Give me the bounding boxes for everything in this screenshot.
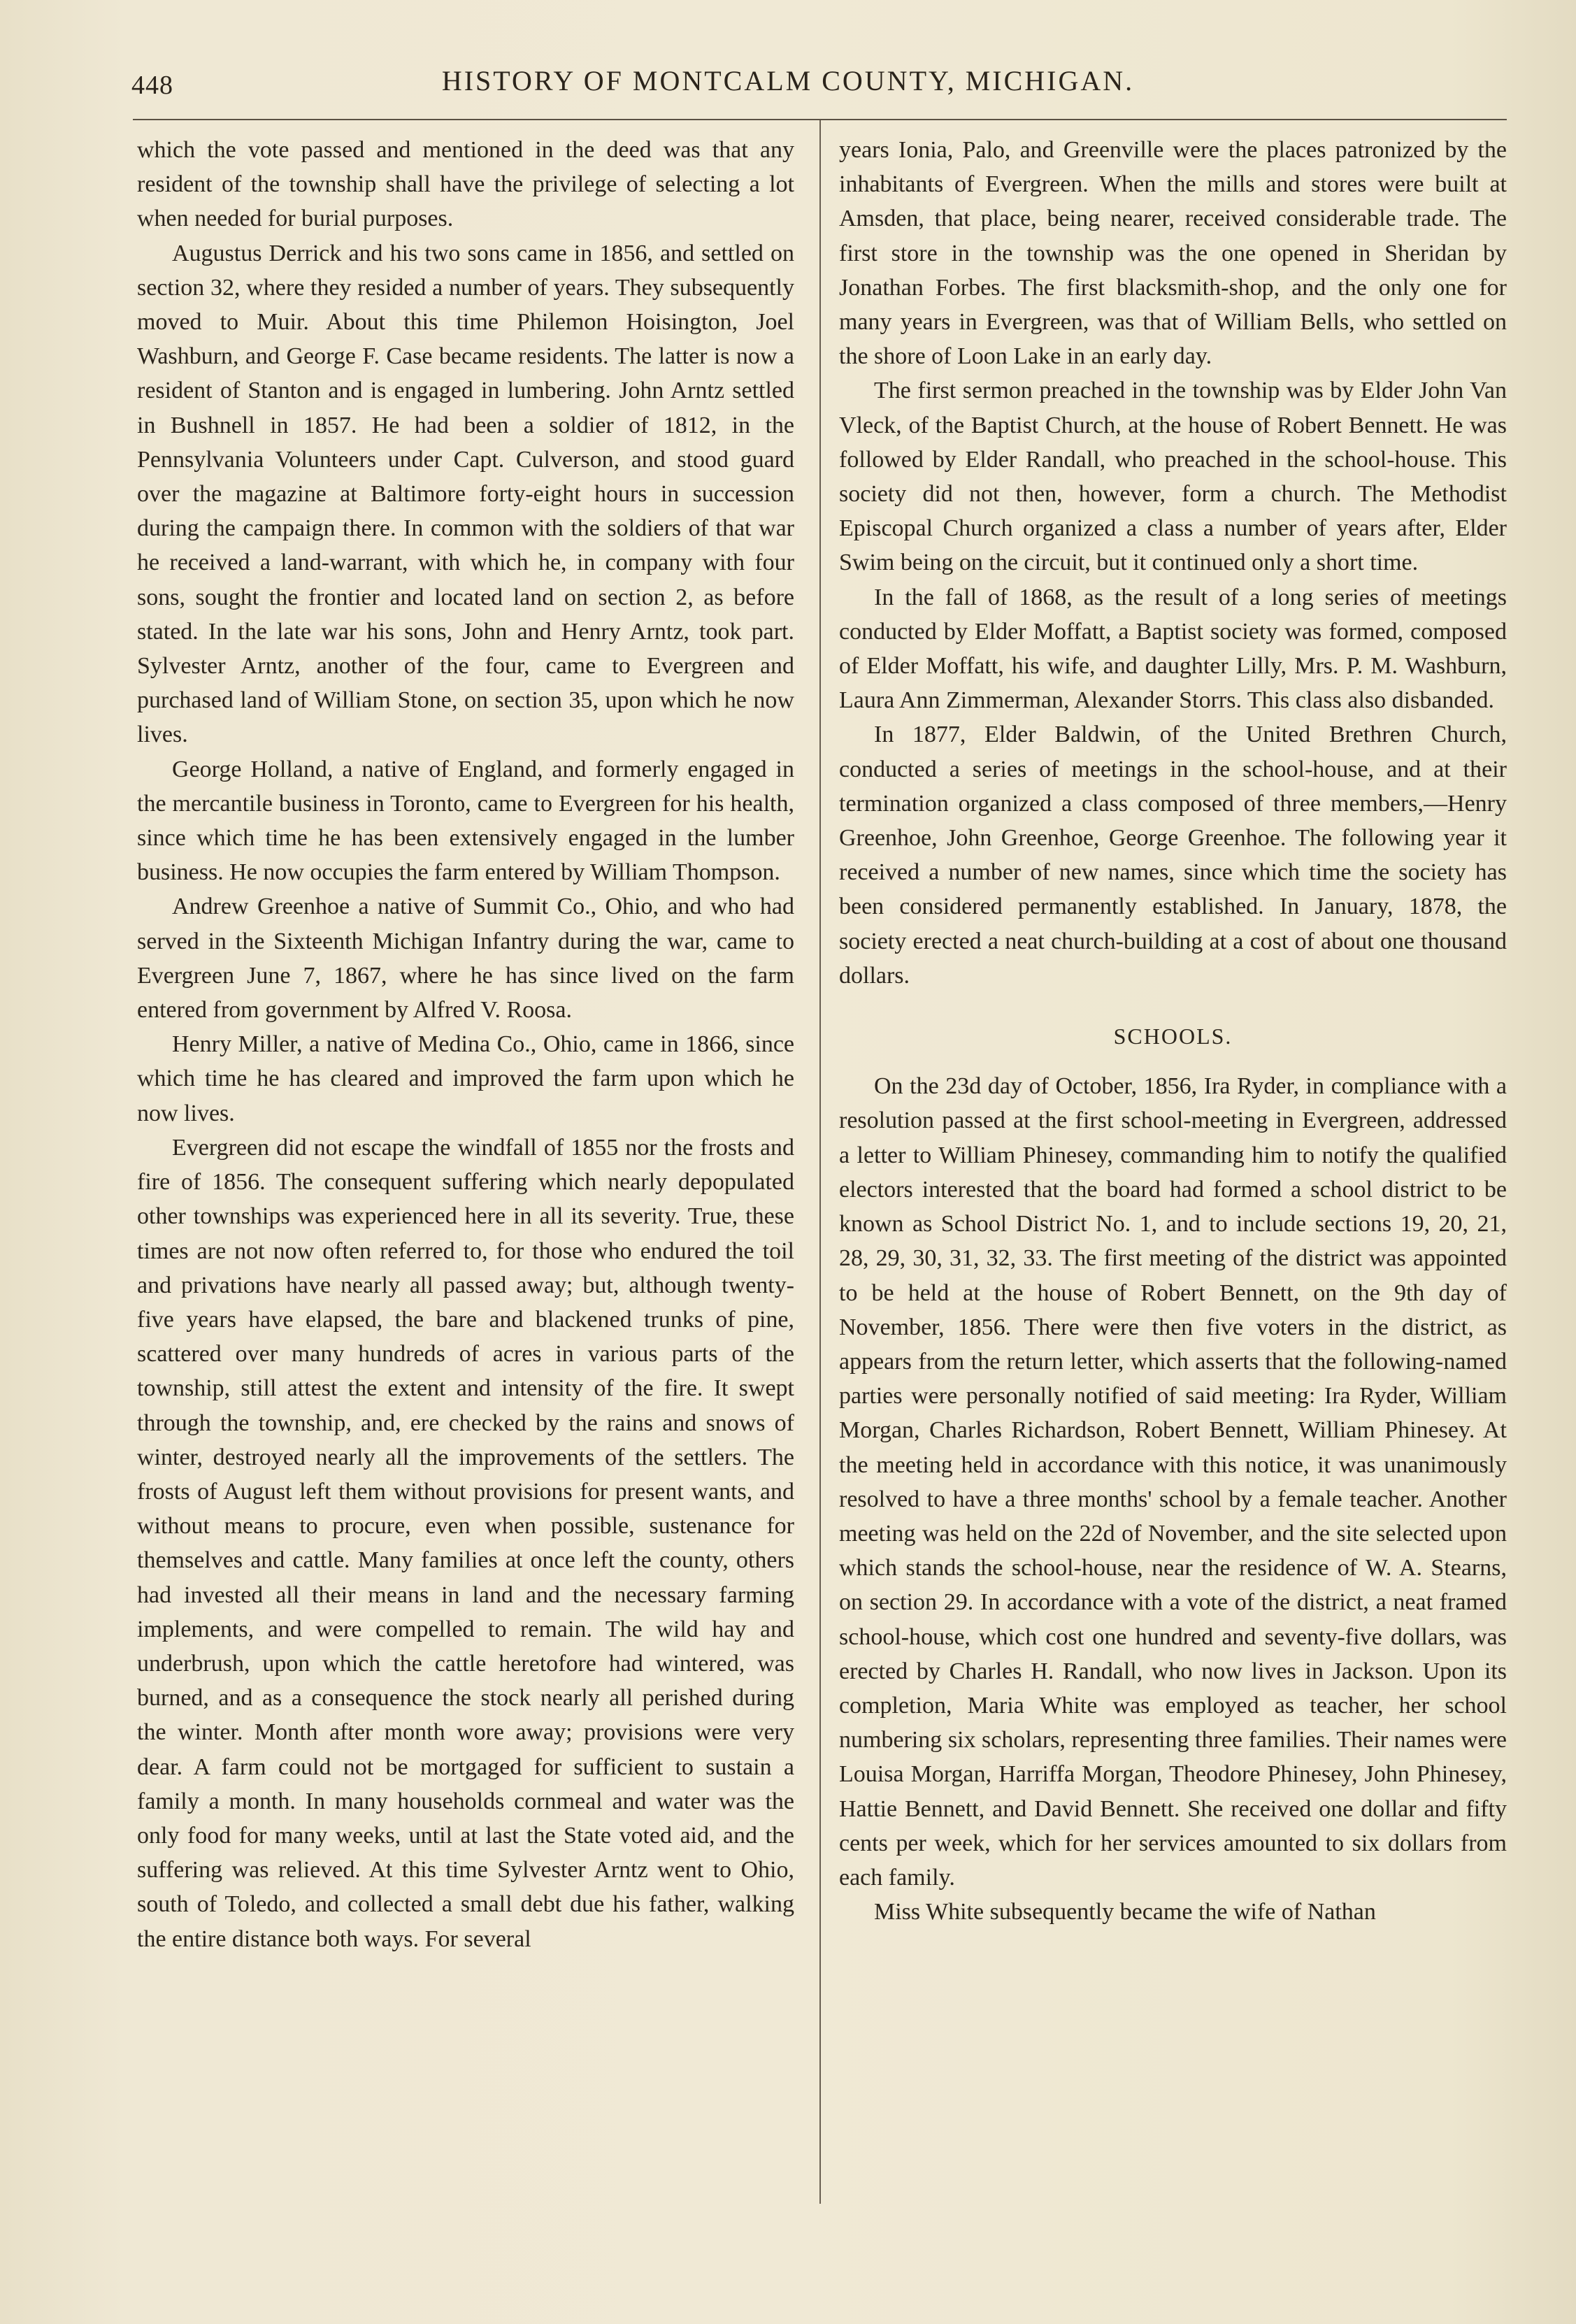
paragraph: The first sermon preached in the township was by Elder John Van Vleck, of the Baptist Church, at the house of Robert Bennett. He was followed by Elder Randall, who preached in the school-house. This society did not then, however, form a church. The Methodist Episcopal Church organized a class a number of years after, Elder Swim being on the circuit, but it continued only a short time. (839, 378, 1507, 576)
paragraph: George Holland, a native of England, and formerly engaged in the mercantile business in Toronto, came to Evergreen for his health, since which time he has been extensively engaged in the lumber business. He now occupies the farm entered by William Thompson. (137, 756, 794, 886)
paragraph: In 1877, Elder Baldwin, of the United Brethren Church, conducted a series of meetings in the school-house, and at their termination organized a class composed of three members,—Henry Greenhoe, John Greenhoe, George Greenhoe. The following year it received a number of new names, since which time the society has been considered permanently established. In January, 1878, the society erected a neat church-building at a cost of about one thousand dollars. (839, 722, 1507, 989)
paragraph: Augustus Derrick and his two sons came in 1856, and settled on section 32, where they resided a number of years. They subsequently moved to Muir. About this time Philemon Hoisington, Joel Washburn, and George F. Case became residents. The latter is now a resident of Stanton and is engaged in lumbering. John Arntz settled in Bushnell in 1857. He had been a soldier of 1812, in the Pennsylvania Volunteers under Capt. Culverson, and stood guard over the magazine at Baltimore forty-eight hours in succession during the campaign there. In common with the soldiers of that war he received a land-warrant, with which he, in company with four sons, sought the frontier and located land on section 2, as before stated. In the late war his sons, John and Henry Arntz, took part. Sylvester Arntz, another of the four, came to Evergreen and purchased land of William Stone, on section 35, upon which he now lives. (137, 240, 794, 748)
column-divider (819, 120, 821, 2204)
paragraph: Henry Miller, a native of Medina Co., Ohio, came in 1866, since which time he has cleared and improved the farm upon which he now lives. (137, 1031, 794, 1126)
section-heading: SCHOOLS. (1113, 1024, 1233, 1049)
paragraph: Miss White subsequently became the wife of Nathan (874, 1899, 1376, 1925)
paragraph: which the vote passed and mentioned in the deed was that any resident of the township shall have the privilege of selecting a lot when needed for burial purposes. (137, 137, 794, 232)
paragraph: In the fall of 1868, as the result of a long series of meetings conducted by Elder Moffatt, a Baptist society was formed, composed of Elder Moffatt, his wife, and daughter Lilly, Mrs. P. M. Washburn, Laura Ann Zimmerman, Alexander Storrs. This class also disbanded. (839, 584, 1507, 714)
paragraph: Andrew Greenhoe a native of Summit Co., Ohio, and who had served in the Sixteenth Michigan Infantry during the war, came to Evergreen June 7, 1867, where he has since lived on the farm entered from government by Alfred V. Roosa. (137, 894, 794, 1024)
running-title: HISTORY OF MONTCALM COUNTY, MICHIGAN. (441, 65, 1135, 96)
page-number: 448 (131, 71, 173, 100)
paragraph: years Ionia, Palo, and Greenville were the places patronized by the inhabitants of Evergreen. When the mills and stores were built at Amsden, that place, being nearer, received considerable trade. The first store in the township was the one opened in Sheridan by Jonathan Forbes. The first blacksmith-shop, and the only one for many years in Evergreen, was that of William Bells, who settled on the shore of Loon Lake in an early day. (839, 137, 1507, 370)
paragraph: On the 23d day of October, 1856, Ira Ryder, in compliance with a resolution passed at the first school-meeting in Evergreen, addressed a letter to William Phinesey, commanding him to notify the qualified electors interested that the board had formed a school district to be known as School District No. 1, and to include sections 19, 20, 21, 28, 29, 30, 31, 32, 33. The first meeting of the district was appointed to be held at the house of Robert Bennett, on the 9th day of November, 1856. There were then five voters in the district, as appears from the return letter, which asserts that the following-named parties were personally notified of said meeting: Ira Ryder, William Morgan, Charles Richardson, Robert Bennett, William Phinesey. At the meeting held in accordance with this notice, it was unanimously resolved to have a three months' school by a female teacher. Another meeting was held on the 22d of November, and the site selected upon which stands the school-house, near the residence of W. A. Stearns, on section 29. In accordance with a vote of the district, a neat framed school-house, which cost one hundred and seventy-five dollars, was erected by Charles H. Randall, who now lives in Jackson. Upon its completion, Maria White was employed as teacher, her school numbering six scholars, representing three families. Their names were Louisa Morgan, Harriffa Morgan, Theodore Phinesey, John Phinesey, Hattie Bennett, and David Bennett. She received one dollar and fifty cents per week, which for her services amounted to six dollars from each family. (839, 1073, 1507, 1891)
right-column (839, 133, 1507, 1929)
left-column (137, 133, 794, 1956)
paragraph: Evergreen did not escape the windfall of 1855 nor the frosts and fire of 1856. The consequent suffering which nearly depopulated other townships was experienced here in all its severity. True, these times are not now often referred to, for those who endured the toil and privations have nearly all passed away; but, although twenty-five years have elapsed, the bare and blackened trunks of pine, scattered over many hundreds of acres in various parts of the township, still attest the extent and intensity of the fire. It swept through the township, and, ere checked by the rains and snows of winter, destroyed nearly all the improvements of the settlers. The frosts of August left them without provisions for present wants, and without means to procure, even when possible, sustenance for themselves and cattle. Many families at once left the county, others had invested all their means in land and the necessary farming implements, and were compelled to remain. The wild hay and underbrush, upon which the cattle heretofore had wintered, was burned, and as a consequence the stock nearly all perished during the winter. Month after month wore away; provisions were very dear. A farm could not be mortgaged for sufficient to sustain a family a month. In many households cornmeal and water was the only food for many weeks, until at last the State voted aid, and the suffering was relieved. At this time Sylvester Arntz went to Ohio, south of Toledo, and collected a small debt due his father, walking the entire distance both ways. For several (137, 1134, 794, 1952)
